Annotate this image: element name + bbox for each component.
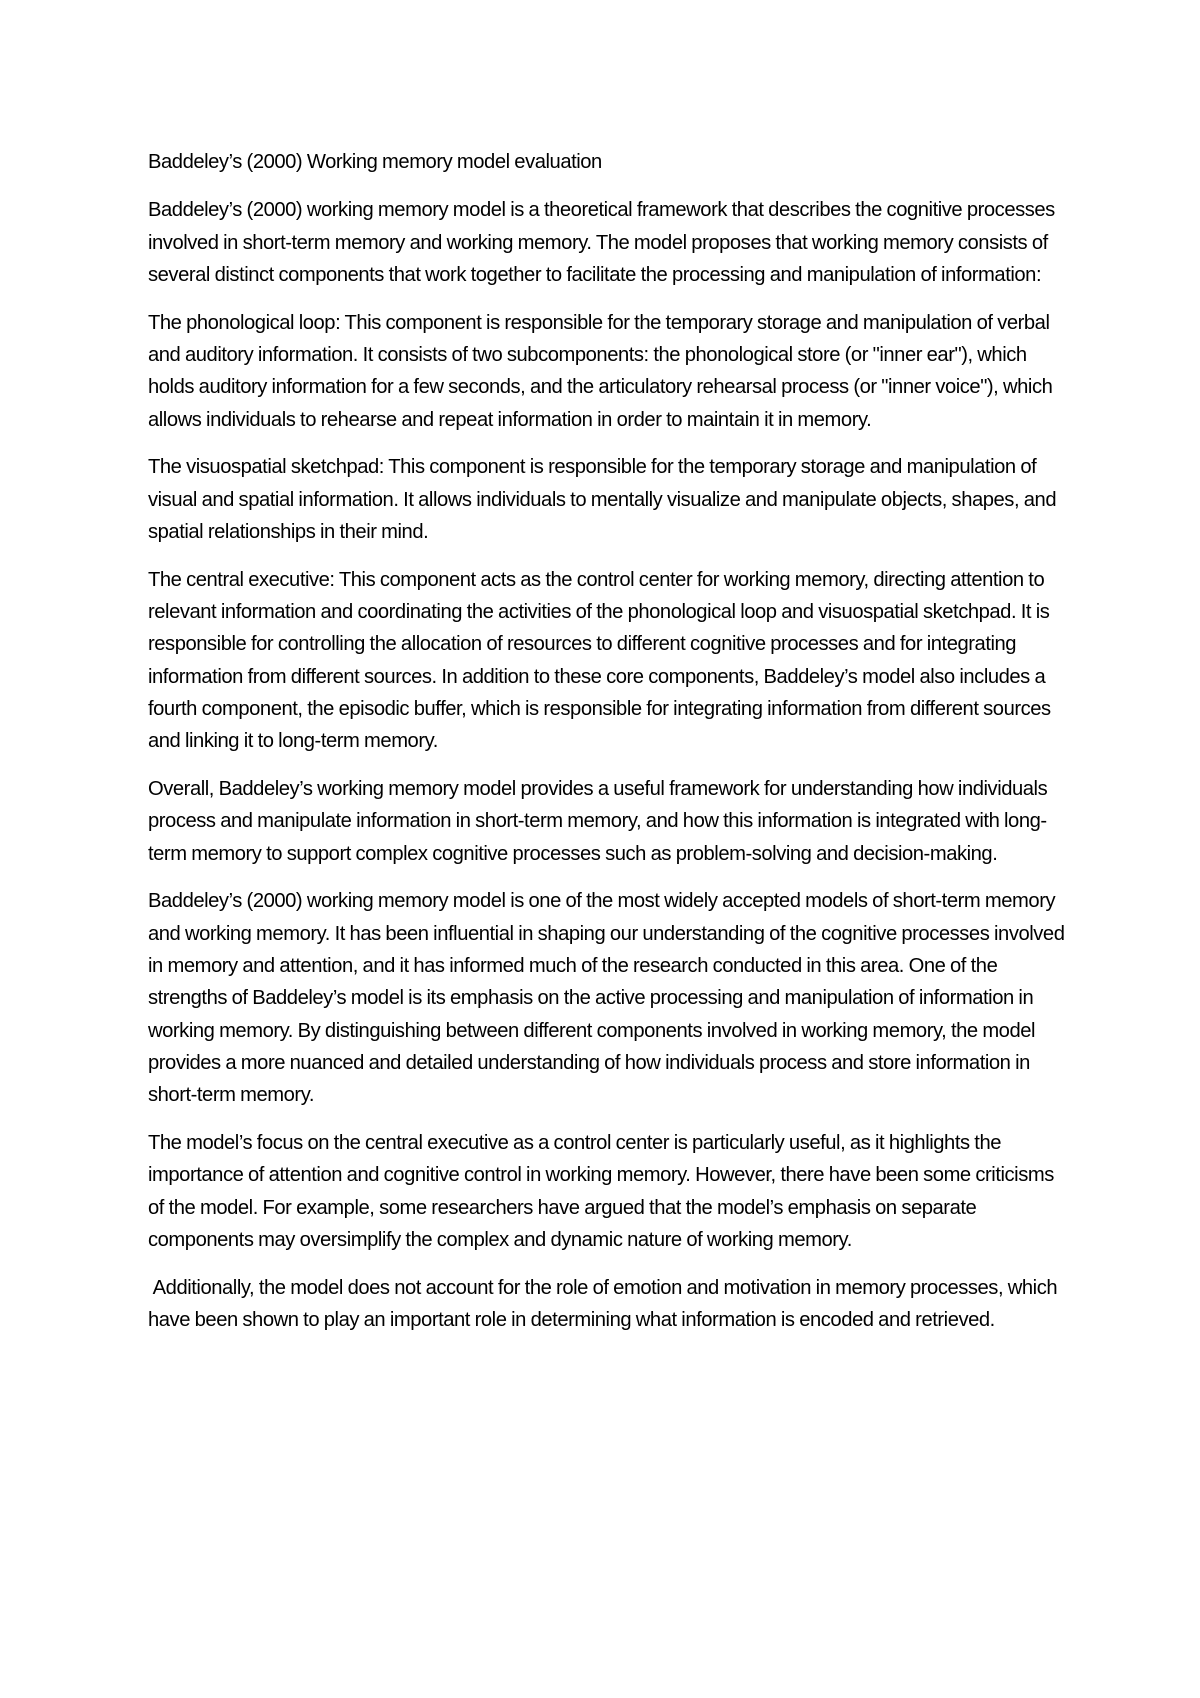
paragraph-additional-criticism: Additionally, the model does not account for the role of emotion and motivation in memory processes, which have been shown to play an important role in determining what information is encoded and retrieved.: [148, 1276, 1062, 1331]
paragraph-evaluation-criticisms: The model’s focus on the central executive as a control center is particularly useful, as it highlights the importance of attention and cognitive control in working memory. However, there have been some criticisms of the model. For example, some researchers have argued that the model’s emphasis on separate components may oversimplify the complex and dynamic nature of working memory.: [148, 1132, 1054, 1251]
paragraph-overall: Overall, Baddeley’s working memory model provides a useful framework for understanding how individuals process and manipulate information in short-term memory, and how this information is integrated with long-term memory to support complex cognitive processes such as problem-solving and decision-making.: [148, 778, 1048, 865]
document-title: Baddeley’s (2000) Working memory model evaluation: [148, 151, 602, 173]
paragraph-intro: Baddeley’s (2000) working memory model is a theoretical framework that describes the cognitive processes involved in short-term memory and working memory. The model proposes that working memory consists of several distinct components that work together to facilitate the processing and manipulation of information:: [148, 199, 1055, 286]
paragraph-visuospatial-sketchpad: The visuospatial sketchpad: This component is responsible for the temporary storage and manipulation of visual and spatial information. It allows individuals to mentally visualize and manipulate objects, shapes, and spatial relationships in their mind.: [148, 456, 1057, 543]
paragraph-evaluation-strengths: Baddeley’s (2000) working memory model is one of the most widely accepted models of short-term memory and working memory. It has been influential in shaping our understanding of the cognitive processes involved in memory and attention, and it has informed much of the research conducted in this area. One of the strengths of Baddeley’s model is its emphasis on the active processing and manipulation of information in working memory. By distinguishing between different components involved in working memory, the model provides a more nuanced and detailed understanding of how individuals process and store information in short-term memory.: [148, 890, 1065, 1107]
paragraph-central-executive: The central executive: This component acts as the control center for working memory, directing attention to relevant information and coordinating the activities of the phonological loop and visuospatial sketchpad. It is responsible for controlling the allocation of resources to different cognitive processes and for integrating information from different sources. In addition to these core components, Baddeley’s model also includes a fourth component, the episodic buffer, which is responsible for integrating information from different sources and linking it to long-term memory.: [148, 568, 1051, 753]
paragraph-phonological-loop: The phonological loop: This component is responsible for the temporary storage and manipulation of verbal and auditory information. It consists of two subcomponents: the phonological store (or "inner ear"), which holds auditory information for a few seconds, and the articulatory rehearsal process (or "inner voice"), which allows individuals to rehearse and repeat information in order to maintain it in memory.: [148, 311, 1053, 431]
document-body: [148, 146, 1068, 1352]
